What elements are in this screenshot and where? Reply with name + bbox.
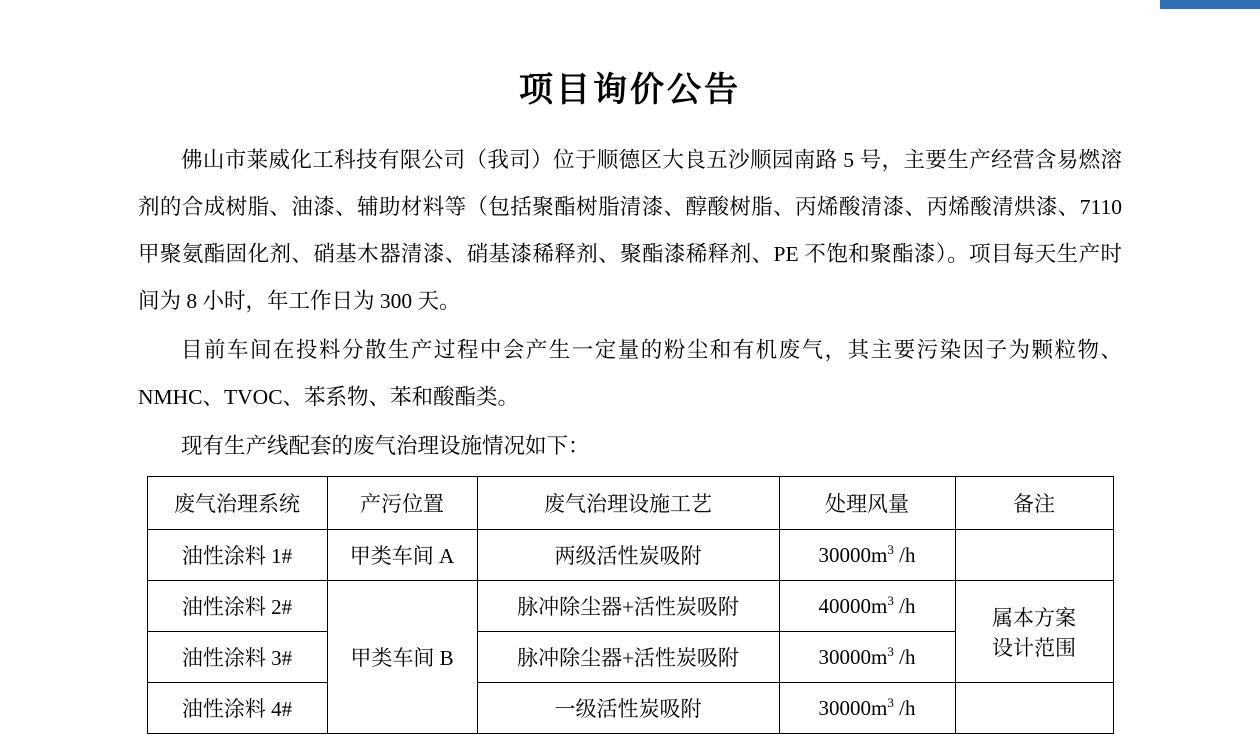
page-title: 项目询价公告 (519, 72, 741, 109)
cell-system: 油性涂料 2# (147, 581, 327, 632)
header-cell-airflow: 处理风量 (779, 477, 955, 530)
airflow-value: 30000m (818, 543, 888, 567)
table-row (147, 683, 1113, 734)
cell-remark (955, 683, 1113, 734)
cell-system: 油性涂料 1# (147, 530, 327, 581)
airflow-suffix: /h (893, 696, 916, 720)
cell-location-merged: 甲类车间 B (327, 581, 477, 734)
cell-process: 一级活性炭吸附 (477, 683, 779, 734)
cell-system: 油性涂料 4# (147, 683, 327, 734)
airflow-unit-exponent: 3 (887, 695, 894, 710)
table-row (147, 581, 1113, 632)
cell-airflow (779, 632, 955, 683)
table-header-row (147, 477, 1113, 530)
body-text-block (138, 137, 1122, 470)
remark-line-1: 属本方案 (992, 605, 1076, 630)
cell-airflow (779, 530, 955, 581)
cell-location: 甲类车间 A (327, 530, 477, 581)
airflow-suffix: /h (893, 543, 916, 567)
airflow-unit-exponent: 3 (887, 593, 894, 608)
waste-gas-treatment-table (147, 476, 1114, 734)
airflow-unit-exponent: 3 (887, 542, 894, 557)
cell-process: 脉冲除尘器+活性炭吸附 (477, 581, 779, 632)
cell-remark-merged (955, 581, 1113, 683)
cell-airflow (779, 581, 955, 632)
airflow-value: 30000m (818, 696, 888, 720)
airflow-value: 40000m (818, 594, 888, 618)
paragraph-table-lead-in: 现有生产线配套的废气治理设施情况如下： (181, 434, 590, 458)
header-cell-process: 废气治理设施工艺 (477, 477, 779, 530)
paragraph-pollutants: 目前车间在投料分散生产过程中会产生一定量的粉尘和有机废气，其主要污染因子为颗粒物、NMHC、TVOC、苯系物、苯和酸酯类。 (138, 338, 1122, 409)
airflow-suffix: /h (893, 594, 916, 618)
paragraph-company-intro: 佛山市莱威化工科技有限公司（我司）位于顺德区大良五沙顺园南路 5 号，主要生产经营含易燃溶剂的合成树脂、油漆、辅助材料等（包括聚酯树脂清漆、醇酸树脂、丙烯酸清漆、丙烯酸清烘漆、7110 甲聚氨酯固化剂、硝基木器清漆、硝基漆稀释剂、聚酯漆稀释剂、PE 不饱和聚酯漆）。项目每天生产时间为 8 小时，年工作日为 300 天。 (138, 148, 1122, 313)
cell-process: 脉冲除尘器+活性炭吸附 (477, 632, 779, 683)
cell-process: 两级活性炭吸附 (477, 530, 779, 581)
cell-airflow (779, 683, 955, 734)
cell-remark (955, 530, 1113, 581)
header-cell-location: 产污位置 (327, 477, 477, 530)
table-row (147, 530, 1113, 581)
airflow-value: 30000m (818, 645, 888, 669)
header-cell-system: 废气治理系统 (147, 477, 327, 530)
airflow-unit-exponent: 3 (887, 644, 894, 659)
remark-line-2: 设计范围 (992, 635, 1076, 660)
airflow-suffix: /h (893, 645, 916, 669)
header-cell-remark: 备注 (955, 477, 1113, 530)
cell-system: 油性涂料 3# (147, 632, 327, 683)
